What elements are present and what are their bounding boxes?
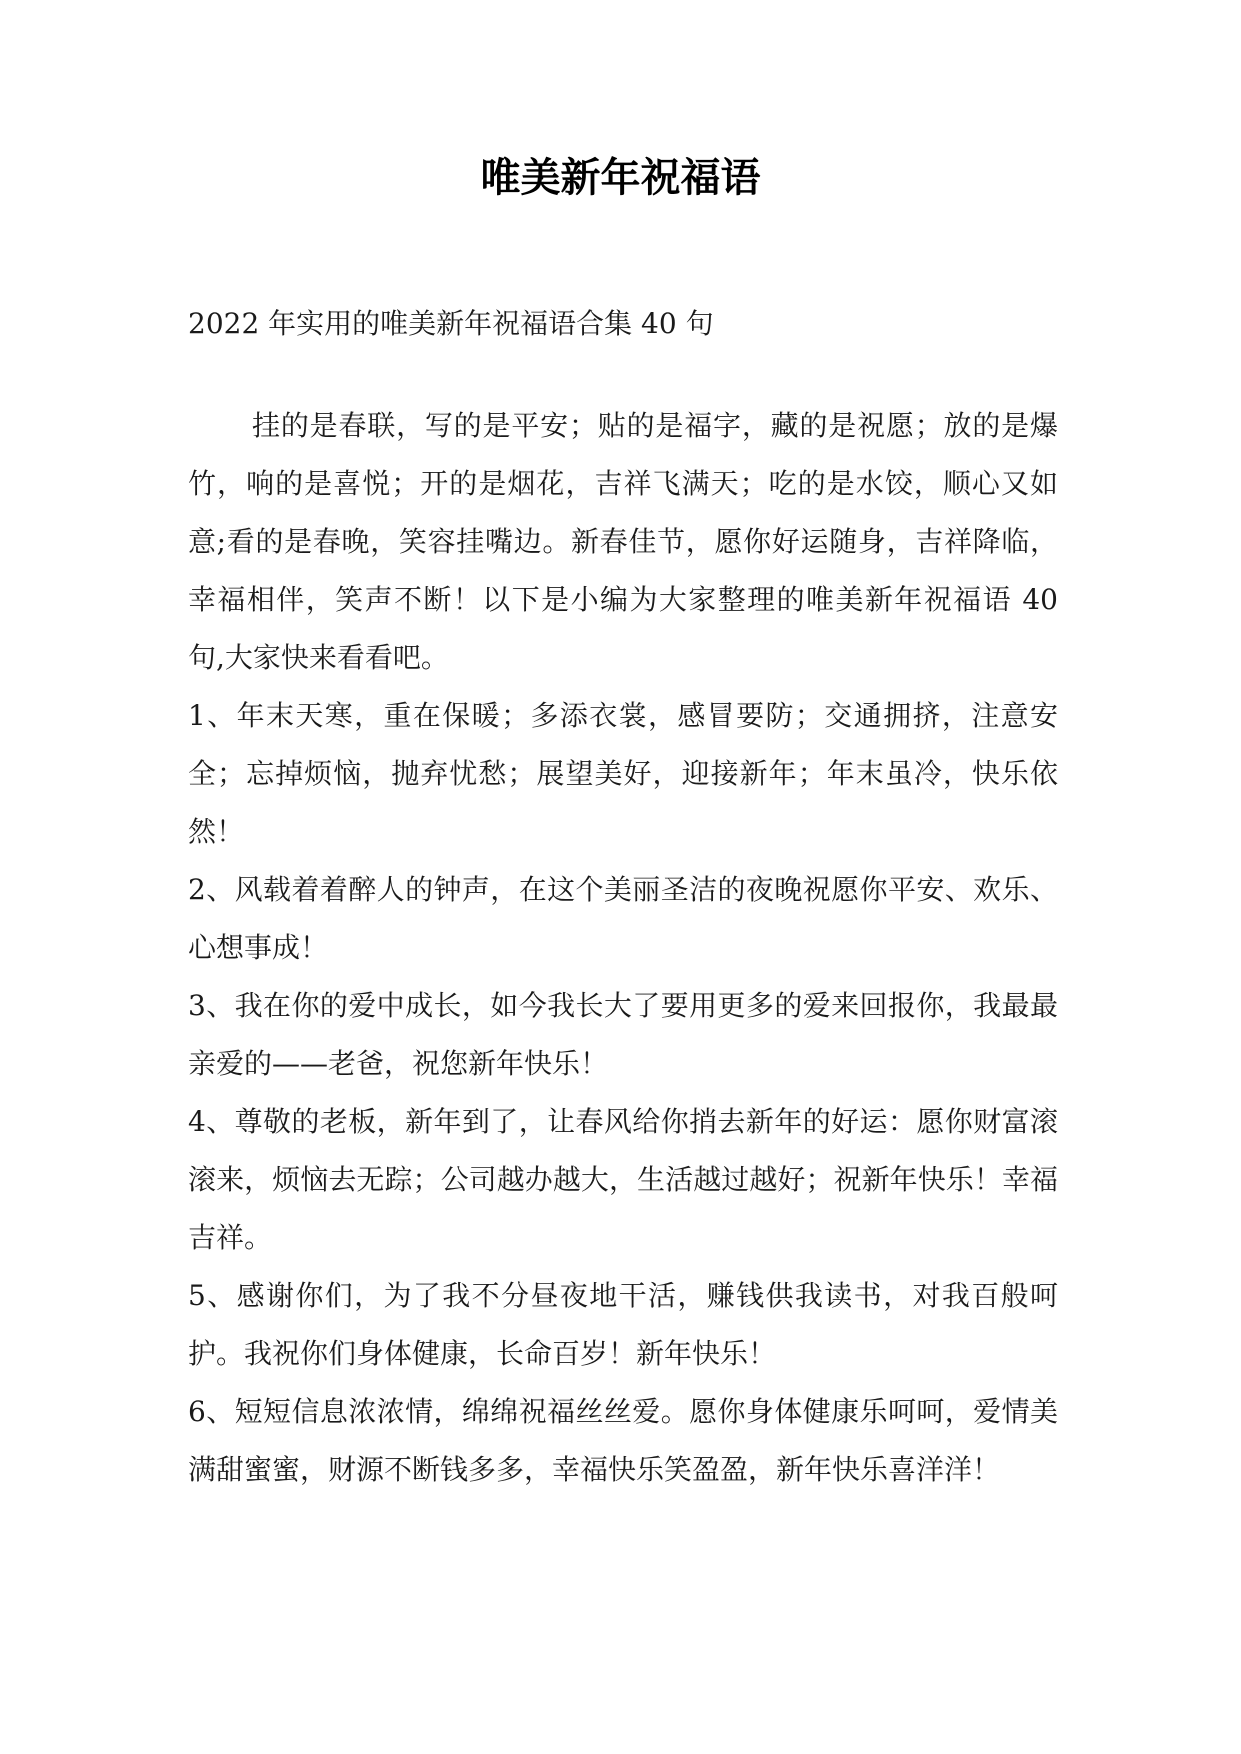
wish-text: 感谢你们，为了我不分昼夜地干活，赚钱供我读书，对我百般呵护。我祝你们身体健康，长命百岁！新年快乐！ — [188, 1279, 1058, 1370]
wish-text: 尊敬的老板，新年到了，让春风给你捎去新年的好运：愿你财富滚滚来，烦恼去无踪；公司越办越大，生活越过越好；祝新年快乐！幸福吉祥。 — [188, 1105, 1058, 1254]
wish-number: 3 、 — [188, 989, 235, 1022]
wish-text: 年末天寒，重在保暖；多添衣裳，感冒要防；交通拥挤，注意安全；忘掉烦恼，抛弃忧愁；展望美好，迎接新年；年末虽冷，快乐依然！ — [188, 699, 1058, 848]
wish-text: 短短信息浓浓情，绵绵祝福丝丝爱。愿你身体健康乐呵呵，爱情美满甜蜜蜜，财源不断钱多多，幸福快乐笑盈盈，新年快乐喜洋洋！ — [188, 1395, 1058, 1486]
document-subtitle: 2022 年实用的唯美新年祝福语合集 40 句 — [188, 307, 714, 340]
wish-item — [188, 687, 1058, 861]
wish-item — [188, 1267, 1058, 1383]
wish-number: 5 、 — [188, 1279, 237, 1312]
wish-item — [188, 1383, 1058, 1499]
document-body — [188, 295, 1058, 1499]
wish-item — [188, 861, 1058, 977]
wish-item — [188, 1093, 1058, 1267]
page-title: 唯美新年祝福语 — [480, 154, 761, 201]
wish-number: 1 、 — [188, 699, 237, 732]
wish-text: 风载着着醉人的钟声，在这个美丽圣洁的夜晚祝愿你平安、欢乐、心想事成！ — [188, 873, 1058, 964]
wish-item — [188, 977, 1058, 1093]
wish-number: 4 、 — [188, 1105, 235, 1138]
wish-number: 6 、 — [188, 1395, 235, 1428]
intro-paragraph: 挂的是春联，写的是平安；贴的是福字，藏的是祝愿；放的是爆竹，响的是喜悦；开的是烟花，吉祥飞满天；吃的是水饺，顺心又如意;看的是春晚，笑容挂嘴边。新春佳节，愿你好运随身，吉祥降临，幸福相伴，笑声不断！以下是小编为大家整理的唯美新年祝福语 40 句,大家快来看看吧。 — [188, 409, 1058, 674]
wish-text: 我在你的爱中成长，如今我长大了要用更多的爱来回报你，我最最亲爱的——老爸，祝您新年快乐！ — [188, 989, 1058, 1080]
wish-number: 2 、 — [188, 873, 235, 906]
